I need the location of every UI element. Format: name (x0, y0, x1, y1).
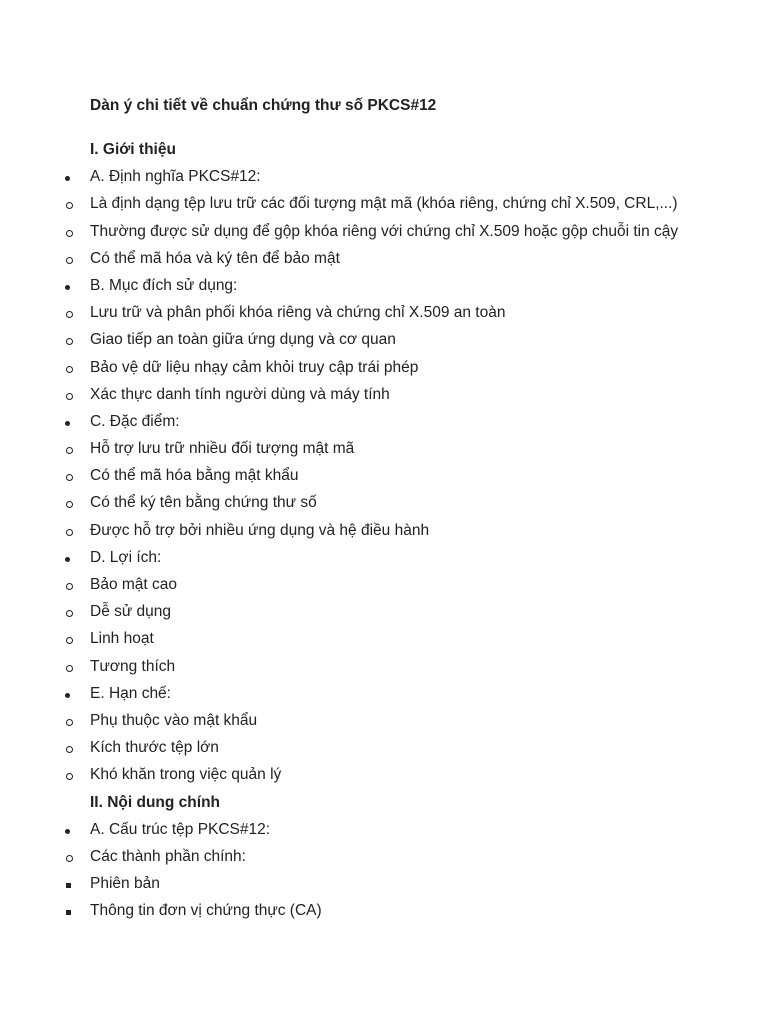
disc-bullet-icon (65, 275, 75, 297)
document-title: Dàn ý chi tiết về chuẩn chứng thư số PKCS#12 (90, 97, 437, 114)
list-item-text: II. Nội dung chính (90, 793, 221, 811)
list-item (0, 465, 768, 492)
circle-bullet-icon (66, 520, 76, 542)
list-item (0, 819, 768, 846)
circle-bullet-icon (66, 737, 76, 759)
circle-bullet-icon (66, 221, 76, 243)
list-item-text: Có thể mã hóa bằng mật khẩu (90, 467, 299, 485)
list-item (0, 357, 768, 384)
list-item (0, 193, 768, 220)
circle-bullet-icon (66, 846, 76, 868)
disc-bullet-icon (65, 819, 75, 841)
list-item-text: Hỗ trợ lưu trữ nhiều đối tượng mật mã (90, 440, 355, 458)
list-item-text: Các thành phần chính: (90, 847, 246, 865)
list-item (0, 547, 768, 574)
list-item-text: Giao tiếp an toàn giữa ứng dụng và cơ quan (90, 331, 396, 349)
list-item (0, 764, 768, 791)
list-item-text: A. Định nghĩa PKCS#12: (90, 168, 261, 186)
list-item-text: E. Hạn chế: (90, 684, 171, 702)
circle-bullet-icon (66, 628, 76, 650)
circle-bullet-icon (66, 601, 76, 623)
section-heading (0, 792, 768, 819)
disc-bullet-icon (65, 166, 75, 188)
list-item-text: B. Mục đích sử dụng: (90, 276, 238, 294)
list-item (0, 248, 768, 275)
list-item-text: Phụ thuộc vào mật khẩu (90, 711, 258, 729)
circle-bullet-icon (66, 710, 76, 732)
list-item-text: D. Lợi ích: (90, 548, 162, 566)
square-bullet-icon (66, 873, 76, 895)
list-item-text: A. Cấu trúc tệp PKCS#12: (90, 820, 271, 838)
list-item (0, 302, 768, 329)
list-item-text: Phiên bản (90, 875, 160, 893)
list-item (0, 683, 768, 710)
list-item-text: Bảo mật cao (90, 576, 178, 593)
list-item-text: Dễ sử dụng (90, 603, 172, 621)
list-item (0, 601, 768, 628)
circle-bullet-icon (66, 656, 76, 678)
list-item-text: C. Đặc điểm: (90, 412, 180, 430)
disc-bullet-icon (65, 683, 75, 705)
list-item-text: Là định dạng tệp lưu trữ các đối tượng mật mã (khóa riêng, chứng chỉ X.509, CRL,...) (90, 195, 678, 213)
list-item (0, 411, 768, 438)
list-item-text: Kích thước tệp lớn (90, 739, 219, 757)
circle-bullet-icon (66, 329, 76, 351)
circle-bullet-icon (66, 193, 76, 215)
list-item (0, 275, 768, 302)
circle-bullet-icon (66, 248, 76, 270)
circle-bullet-icon (66, 384, 76, 406)
list-item (0, 846, 768, 873)
list-item-text: Linh hoạt (90, 630, 154, 648)
circle-bullet-icon (66, 465, 76, 487)
list-item (0, 329, 768, 356)
list-item-text: Xác thực danh tính người dùng và máy tính (90, 385, 390, 403)
list-item-text: Được hỗ trợ bởi nhiều ứng dụng và hệ điều hành (90, 521, 430, 539)
outline-list (0, 139, 768, 927)
section-heading (0, 139, 768, 166)
circle-bullet-icon (66, 438, 76, 460)
list-item (0, 737, 768, 764)
circle-bullet-icon (66, 492, 76, 514)
list-item (0, 574, 768, 601)
list-item-text: Thông tin đơn vị chứng thực (CA) (90, 902, 322, 920)
list-item (0, 656, 768, 683)
list-item (0, 520, 768, 547)
circle-bullet-icon (66, 357, 76, 379)
list-item (0, 900, 768, 927)
square-bullet-icon (66, 900, 76, 922)
circle-bullet-icon (66, 302, 76, 324)
disc-bullet-icon (65, 547, 75, 569)
list-item (0, 438, 768, 465)
circle-bullet-icon (66, 574, 76, 596)
list-item-text: Khó khăn trong việc quản lý (90, 766, 282, 784)
list-item-text: Bảo vệ dữ liệu nhạy cảm khỏi truy cập trái phép (90, 358, 419, 376)
list-item-text: Thường được sử dụng để gộp khóa riêng với chứng chỉ X.509 hoặc gộp chuỗi tin cậy (90, 222, 679, 240)
circle-bullet-icon (66, 764, 76, 786)
list-item (0, 384, 768, 411)
list-item-text: Tương thích (90, 657, 176, 675)
list-item (0, 628, 768, 655)
disc-bullet-icon (65, 411, 75, 433)
list-item (0, 221, 768, 248)
list-item (0, 710, 768, 737)
list-item (0, 492, 768, 519)
list-item-text: Lưu trữ và phân phối khóa riêng và chứng chỉ X.509 an toàn (90, 304, 506, 322)
list-item-text: Có thể ký tên bằng chứng thư số (90, 494, 317, 512)
list-item-text: I. Giới thiệu (90, 141, 176, 158)
list-item-text: Có thể mã hóa và ký tên để bảo mật (90, 249, 340, 267)
list-item (0, 166, 768, 193)
list-item (0, 873, 768, 900)
